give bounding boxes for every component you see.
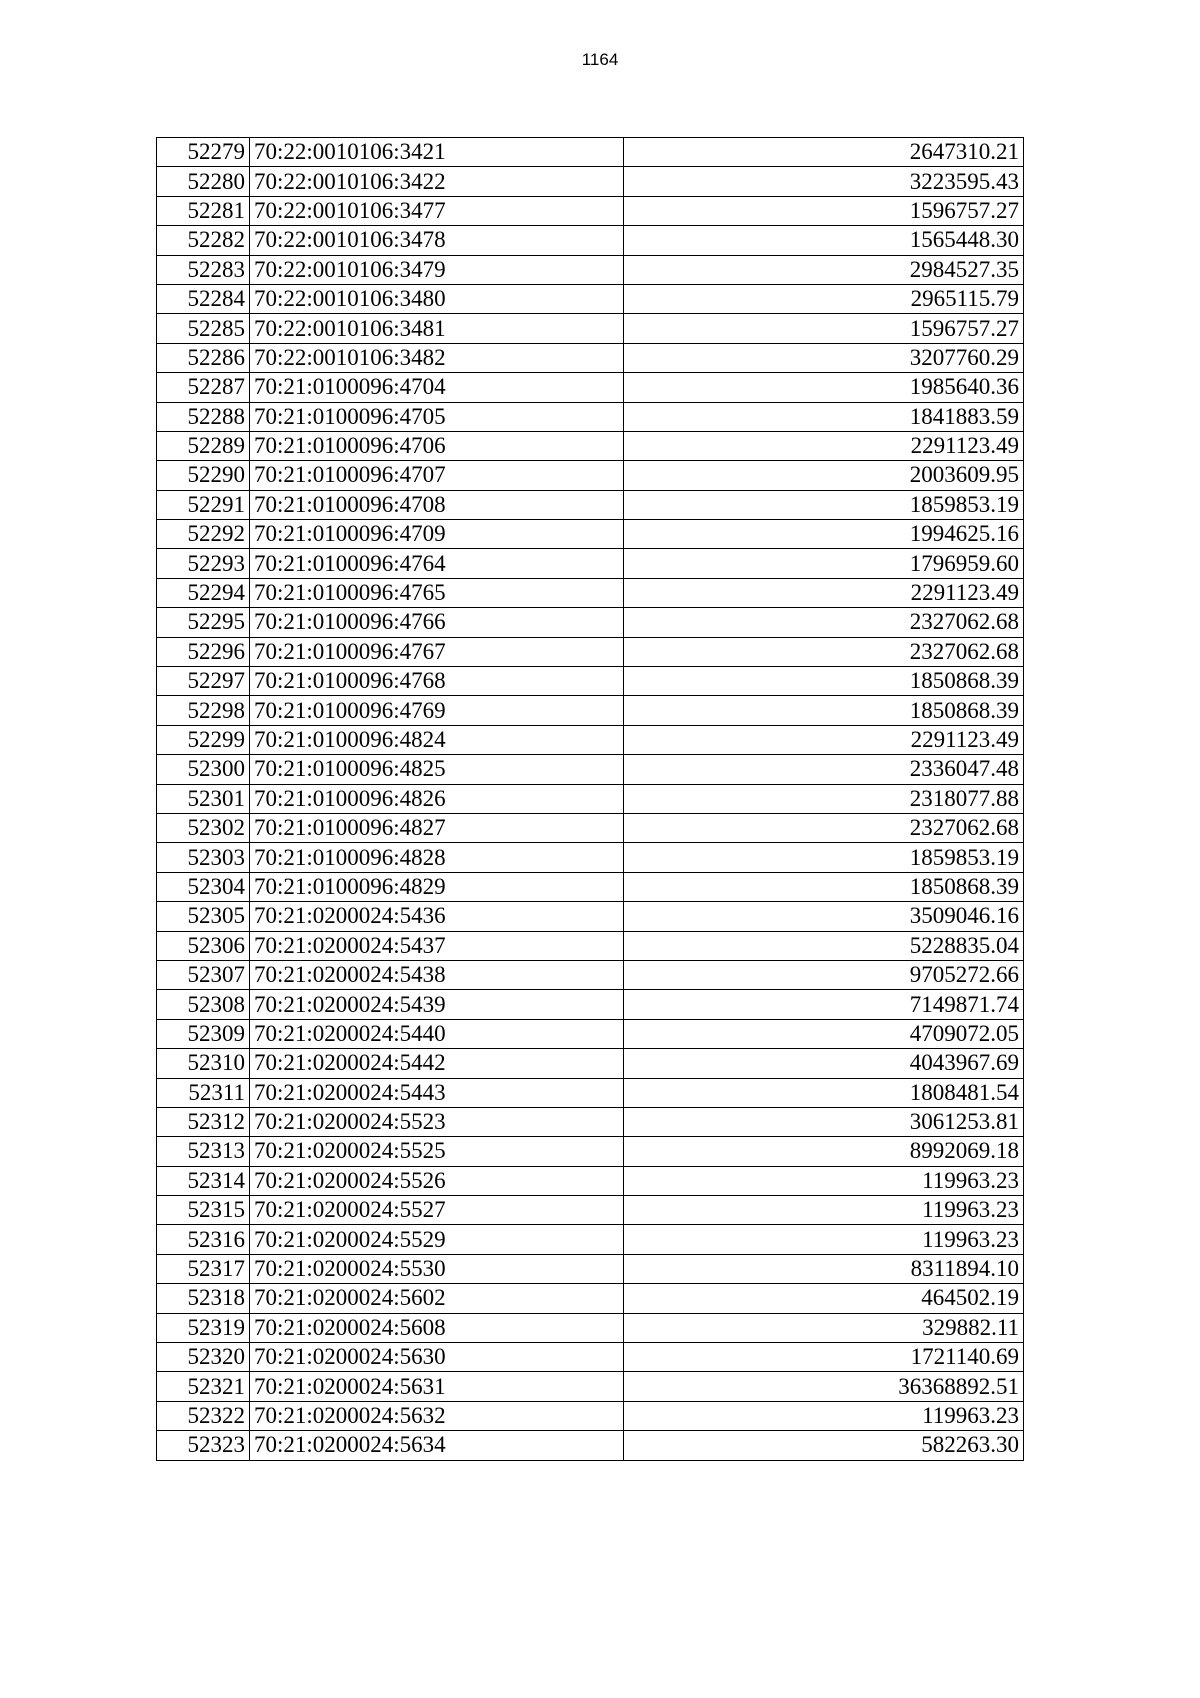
cadastral-number-cell: 70:21:0100096:4768 bbox=[250, 667, 624, 696]
cadastral-number-cell: 70:21:0200024:5608 bbox=[250, 1313, 624, 1342]
row-number-cell: 52299 bbox=[157, 725, 250, 754]
table-row bbox=[157, 167, 1024, 196]
cadastral-value-cell: 1596757.27 bbox=[624, 196, 1024, 225]
cadastral-value-cell: 9705272.66 bbox=[624, 960, 1024, 989]
cadastral-number-cell: 70:21:0200024:5525 bbox=[250, 1137, 624, 1166]
cadastral-value-cell: 1859853.19 bbox=[624, 490, 1024, 519]
row-number-cell: 52318 bbox=[157, 1284, 250, 1313]
cadastral-value-cell: 2291123.49 bbox=[624, 431, 1024, 460]
cadastral-value-cell: 1859853.19 bbox=[624, 843, 1024, 872]
cadastral-number-cell: 70:21:0200024:5530 bbox=[250, 1254, 624, 1283]
row-number-cell: 52305 bbox=[157, 902, 250, 931]
row-number-cell: 52311 bbox=[157, 1078, 250, 1107]
table-row bbox=[157, 196, 1024, 225]
row-number-cell: 52320 bbox=[157, 1343, 250, 1372]
table-row bbox=[157, 461, 1024, 490]
cadastral-value-cell: 3223595.43 bbox=[624, 167, 1024, 196]
row-number-cell: 52319 bbox=[157, 1313, 250, 1342]
row-number-cell: 52279 bbox=[157, 138, 250, 167]
cadastral-value-cell: 582263.30 bbox=[624, 1431, 1024, 1460]
table-row bbox=[157, 696, 1024, 725]
cadastral-value-cell: 1808481.54 bbox=[624, 1078, 1024, 1107]
table-row bbox=[157, 490, 1024, 519]
cadastral-number-cell: 70:21:0200024:5436 bbox=[250, 902, 624, 931]
table-row bbox=[157, 725, 1024, 754]
cadastral-number-cell: 70:22:0010106:3421 bbox=[250, 138, 624, 167]
table-row bbox=[157, 1254, 1024, 1283]
cadastral-value-table bbox=[156, 137, 1024, 1461]
cadastral-value-cell: 8992069.18 bbox=[624, 1137, 1024, 1166]
cadastral-number-cell: 70:21:0100096:4764 bbox=[250, 549, 624, 578]
row-number-cell: 52295 bbox=[157, 608, 250, 637]
cadastral-value-cell: 329882.11 bbox=[624, 1313, 1024, 1342]
cadastral-value-cell: 1796959.60 bbox=[624, 549, 1024, 578]
row-number-cell: 52321 bbox=[157, 1372, 250, 1401]
row-number-cell: 52308 bbox=[157, 990, 250, 1019]
cadastral-value-cell: 2327062.68 bbox=[624, 813, 1024, 842]
cadastral-value-cell: 119963.23 bbox=[624, 1225, 1024, 1254]
table-row bbox=[157, 1049, 1024, 1078]
row-number-cell: 52309 bbox=[157, 1019, 250, 1048]
cadastral-number-cell: 70:21:0200024:5438 bbox=[250, 960, 624, 989]
table-row bbox=[157, 1078, 1024, 1107]
row-number-cell: 52293 bbox=[157, 549, 250, 578]
row-number-cell: 52303 bbox=[157, 843, 250, 872]
cadastral-value-cell: 36368892.51 bbox=[624, 1372, 1024, 1401]
cadastral-value-cell: 3061253.81 bbox=[624, 1107, 1024, 1136]
cadastral-number-cell: 70:22:0010106:3482 bbox=[250, 343, 624, 372]
row-number-cell: 52316 bbox=[157, 1225, 250, 1254]
table-row bbox=[157, 226, 1024, 255]
cadastral-number-cell: 70:21:0200024:5523 bbox=[250, 1107, 624, 1136]
table-row bbox=[157, 931, 1024, 960]
row-number-cell: 52323 bbox=[157, 1431, 250, 1460]
table-row bbox=[157, 755, 1024, 784]
row-number-cell: 52315 bbox=[157, 1196, 250, 1225]
cadastral-value-cell: 119963.23 bbox=[624, 1166, 1024, 1195]
row-number-cell: 52286 bbox=[157, 343, 250, 372]
cadastral-value-cell: 4043967.69 bbox=[624, 1049, 1024, 1078]
table-row bbox=[157, 1284, 1024, 1313]
cadastral-number-cell: 70:21:0200024:5442 bbox=[250, 1049, 624, 1078]
table-body bbox=[157, 138, 1024, 1461]
table-row bbox=[157, 284, 1024, 313]
table-row bbox=[157, 343, 1024, 372]
cadastral-value-cell: 2965115.79 bbox=[624, 284, 1024, 313]
cadastral-value-cell: 7149871.74 bbox=[624, 990, 1024, 1019]
row-number-cell: 52280 bbox=[157, 167, 250, 196]
row-number-cell: 52291 bbox=[157, 490, 250, 519]
cadastral-number-cell: 70:21:0100096:4825 bbox=[250, 755, 624, 784]
cadastral-number-cell: 70:21:0200024:5634 bbox=[250, 1431, 624, 1460]
table-row bbox=[157, 872, 1024, 901]
row-number-cell: 52285 bbox=[157, 314, 250, 343]
cadastral-number-cell: 70:21:0200024:5437 bbox=[250, 931, 624, 960]
cadastral-number-cell: 70:21:0200024:5630 bbox=[250, 1343, 624, 1372]
table-row bbox=[157, 1343, 1024, 1372]
cadastral-number-cell: 70:21:0200024:5439 bbox=[250, 990, 624, 1019]
cadastral-number-cell: 70:21:0200024:5631 bbox=[250, 1372, 624, 1401]
table-row bbox=[157, 667, 1024, 696]
row-number-cell: 52310 bbox=[157, 1049, 250, 1078]
cadastral-number-cell: 70:21:0100096:4706 bbox=[250, 431, 624, 460]
row-number-cell: 52317 bbox=[157, 1254, 250, 1283]
table-row bbox=[157, 1225, 1024, 1254]
row-number-cell: 52282 bbox=[157, 226, 250, 255]
cadastral-number-cell: 70:21:0100096:4829 bbox=[250, 872, 624, 901]
table-row bbox=[157, 549, 1024, 578]
table-row bbox=[157, 902, 1024, 931]
row-number-cell: 52304 bbox=[157, 872, 250, 901]
cadastral-number-cell: 70:21:0100096:4828 bbox=[250, 843, 624, 872]
cadastral-number-cell: 70:21:0100096:4709 bbox=[250, 520, 624, 549]
row-number-cell: 52292 bbox=[157, 520, 250, 549]
row-number-cell: 52313 bbox=[157, 1137, 250, 1166]
cadastral-number-cell: 70:21:0100096:4769 bbox=[250, 696, 624, 725]
cadastral-value-cell: 1721140.69 bbox=[624, 1343, 1024, 1372]
row-number-cell: 52322 bbox=[157, 1401, 250, 1430]
cadastral-number-cell: 70:21:0100096:4704 bbox=[250, 373, 624, 402]
cadastral-number-cell: 70:21:0100096:4824 bbox=[250, 725, 624, 754]
row-number-cell: 52306 bbox=[157, 931, 250, 960]
cadastral-number-cell: 70:22:0010106:3477 bbox=[250, 196, 624, 225]
table-row bbox=[157, 960, 1024, 989]
cadastral-value-cell: 2003609.95 bbox=[624, 461, 1024, 490]
cadastral-value-cell: 464502.19 bbox=[624, 1284, 1024, 1313]
cadastral-number-cell: 70:21:0200024:5632 bbox=[250, 1401, 624, 1430]
row-number-cell: 52284 bbox=[157, 284, 250, 313]
row-number-cell: 52307 bbox=[157, 960, 250, 989]
cadastral-value-cell: 2327062.68 bbox=[624, 637, 1024, 666]
cadastral-number-cell: 70:21:0100096:4707 bbox=[250, 461, 624, 490]
row-number-cell: 52289 bbox=[157, 431, 250, 460]
cadastral-value-cell: 1994625.16 bbox=[624, 520, 1024, 549]
cadastral-number-cell: 70:22:0010106:3480 bbox=[250, 284, 624, 313]
cadastral-value-cell: 119963.23 bbox=[624, 1401, 1024, 1430]
cadastral-number-cell: 70:22:0010106:3478 bbox=[250, 226, 624, 255]
cadastral-value-cell: 1850868.39 bbox=[624, 872, 1024, 901]
cadastral-number-cell: 70:21:0100096:4765 bbox=[250, 578, 624, 607]
cadastral-number-cell: 70:21:0200024:5527 bbox=[250, 1196, 624, 1225]
cadastral-number-cell: 70:21:0200024:5440 bbox=[250, 1019, 624, 1048]
cadastral-value-cell: 2336047.48 bbox=[624, 755, 1024, 784]
table-row bbox=[157, 431, 1024, 460]
cadastral-value-cell: 2291123.49 bbox=[624, 578, 1024, 607]
cadastral-value-cell: 2291123.49 bbox=[624, 725, 1024, 754]
table-row bbox=[157, 608, 1024, 637]
cadastral-number-cell: 70:21:0200024:5526 bbox=[250, 1166, 624, 1195]
table-row bbox=[157, 520, 1024, 549]
table-row bbox=[157, 138, 1024, 167]
cadastral-number-cell: 70:21:0100096:4767 bbox=[250, 637, 624, 666]
row-number-cell: 52298 bbox=[157, 696, 250, 725]
cadastral-value-cell: 1841883.59 bbox=[624, 402, 1024, 431]
table-row bbox=[157, 1401, 1024, 1430]
cadastral-number-cell: 70:21:0100096:4708 bbox=[250, 490, 624, 519]
row-number-cell: 52283 bbox=[157, 255, 250, 284]
row-number-cell: 52312 bbox=[157, 1107, 250, 1136]
row-number-cell: 52300 bbox=[157, 755, 250, 784]
row-number-cell: 52294 bbox=[157, 578, 250, 607]
table-row bbox=[157, 637, 1024, 666]
cadastral-value-cell: 2318077.88 bbox=[624, 784, 1024, 813]
cadastral-value-cell: 4709072.05 bbox=[624, 1019, 1024, 1048]
table-row bbox=[157, 1372, 1024, 1401]
row-number-cell: 52314 bbox=[157, 1166, 250, 1195]
table-row bbox=[157, 1313, 1024, 1342]
page-number: 1164 bbox=[581, 50, 619, 69]
row-number-cell: 52297 bbox=[157, 667, 250, 696]
table-row bbox=[157, 314, 1024, 343]
row-number-cell: 52296 bbox=[157, 637, 250, 666]
cadastral-value-cell: 5228835.04 bbox=[624, 931, 1024, 960]
table-row bbox=[157, 1107, 1024, 1136]
cadastral-number-cell: 70:21:0100096:4827 bbox=[250, 813, 624, 842]
cadastral-number-cell: 70:22:0010106:3422 bbox=[250, 167, 624, 196]
table-row bbox=[157, 1431, 1024, 1460]
table-row bbox=[157, 990, 1024, 1019]
cadastral-number-cell: 70:21:0200024:5529 bbox=[250, 1225, 624, 1254]
row-number-cell: 52301 bbox=[157, 784, 250, 813]
cadastral-value-cell: 2984527.35 bbox=[624, 255, 1024, 284]
table-row bbox=[157, 784, 1024, 813]
cadastral-number-cell: 70:21:0200024:5602 bbox=[250, 1284, 624, 1313]
table-row bbox=[157, 255, 1024, 284]
table-row bbox=[157, 1019, 1024, 1048]
cadastral-value-cell: 1596757.27 bbox=[624, 314, 1024, 343]
cadastral-number-cell: 70:22:0010106:3479 bbox=[250, 255, 624, 284]
table-row bbox=[157, 402, 1024, 431]
cadastral-number-cell: 70:21:0100096:4826 bbox=[250, 784, 624, 813]
table-row bbox=[157, 843, 1024, 872]
cadastral-value-cell: 1985640.36 bbox=[624, 373, 1024, 402]
cadastral-number-cell: 70:21:0200024:5443 bbox=[250, 1078, 624, 1107]
cadastral-number-cell: 70:21:0100096:4705 bbox=[250, 402, 624, 431]
table-row bbox=[157, 1137, 1024, 1166]
cadastral-value-cell: 1565448.30 bbox=[624, 226, 1024, 255]
cadastral-value-cell: 3207760.29 bbox=[624, 343, 1024, 372]
table-row bbox=[157, 813, 1024, 842]
row-number-cell: 52302 bbox=[157, 813, 250, 842]
table-row bbox=[157, 373, 1024, 402]
row-number-cell: 52288 bbox=[157, 402, 250, 431]
row-number-cell: 52287 bbox=[157, 373, 250, 402]
cadastral-value-cell: 1850868.39 bbox=[624, 696, 1024, 725]
cadastral-value-cell: 8311894.10 bbox=[624, 1254, 1024, 1283]
row-number-cell: 52290 bbox=[157, 461, 250, 490]
table-row bbox=[157, 578, 1024, 607]
row-number-cell: 52281 bbox=[157, 196, 250, 225]
table-row bbox=[157, 1166, 1024, 1195]
cadastral-number-cell: 70:22:0010106:3481 bbox=[250, 314, 624, 343]
cadastral-value-cell: 1850868.39 bbox=[624, 667, 1024, 696]
table-row bbox=[157, 1196, 1024, 1225]
cadastral-value-cell: 2647310.21 bbox=[624, 138, 1024, 167]
cadastral-value-cell: 3509046.16 bbox=[624, 902, 1024, 931]
cadastral-number-cell: 70:21:0100096:4766 bbox=[250, 608, 624, 637]
cadastral-value-cell: 2327062.68 bbox=[624, 608, 1024, 637]
cadastral-value-cell: 119963.23 bbox=[624, 1196, 1024, 1225]
